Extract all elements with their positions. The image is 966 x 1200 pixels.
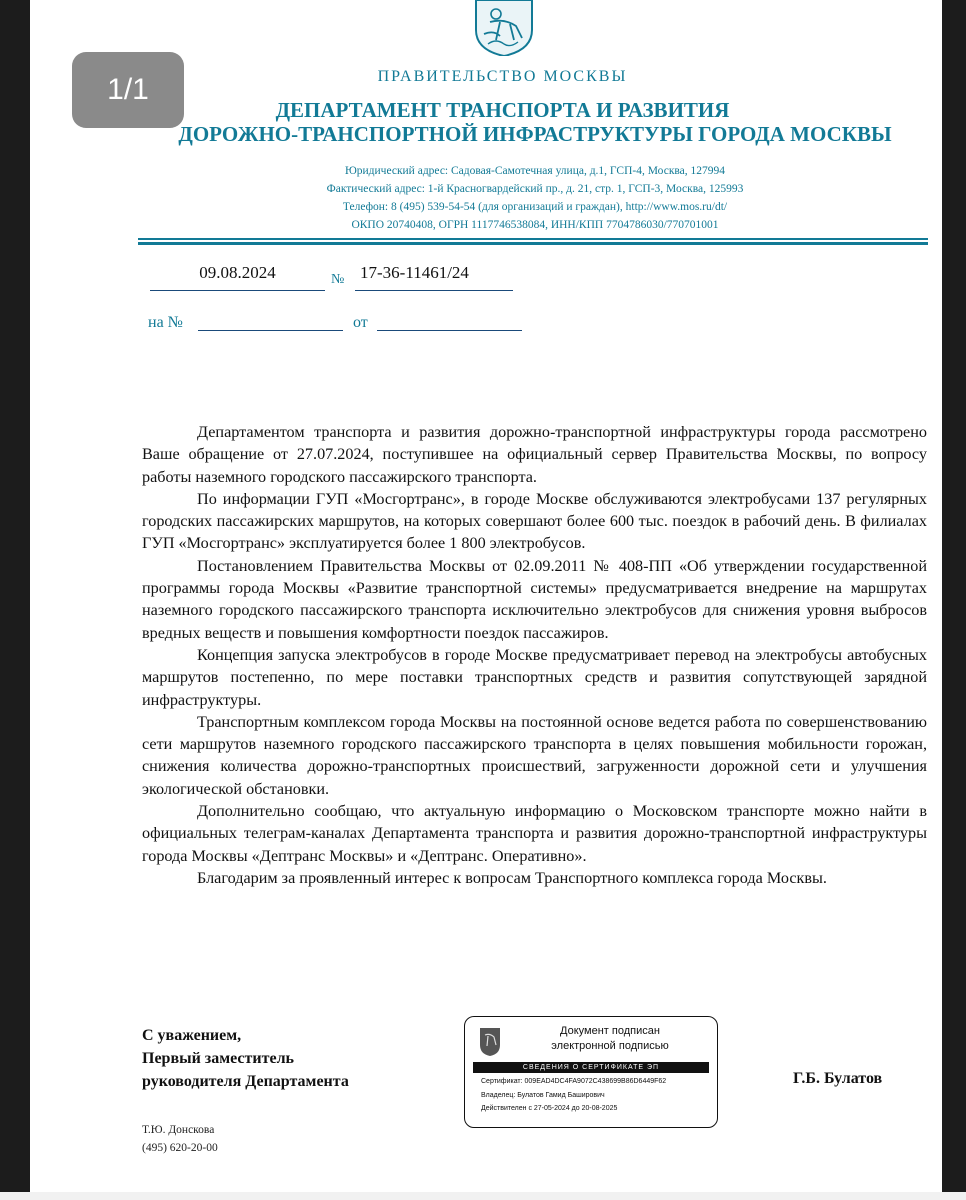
executor-name: Т.Ю. Донскова [142,1124,215,1136]
signer-name: Г.Б. Булатов [793,1070,883,1087]
document-number: 17-36-11461/24 [360,263,469,282]
certificate-owner: Владелец: Булатов Гамид Баширович [481,1092,605,1099]
body-paragraph: По информации ГУП «Мосгортранс», в городе Москве обслуживаются электробусами 137 регулярных городских пассажирских маршрутов, на которых совершают более 600 тыс. поездок в рабочий день. В филиалах ГУП «Мосгортранс» эксплуатируется более 1 800 электробусов. [142,489,927,553]
coat-of-arms-icon [479,1027,501,1057]
closing-salutation: С уважением, [142,1027,242,1044]
certificate-validity: Действителен с 27-05-2024 до 20-08-2025 [481,1105,618,1112]
body-paragraph: Постановлением Правительства Москвы от 02.09.2011 № 408-ПП «Об утверждении государственной программы города Москвы «Развитие транспортной системы» предусматривается внедрение на маршрутах наземного городского пассажирского транспорта исключительно электробусов для снижения уровня выбросов вредных веществ и повышения комфортности поездок пассажиров. [142,556,927,642]
moscow-coat-of-arms-icon [470,0,538,56]
government-title: ПРАВИТЕЛЬСТВО МОСКВЫ [377,68,628,85]
signer-position-line1: Первый заместитель [142,1050,294,1067]
document-date: 09.08.2024 [199,263,276,282]
actual-address: Фактический адрес: 1-й Красногвардейский пр., д. 21, стр. 1, ГСП-3, Москва, 125993 [326,183,744,195]
registration-codes: ОКПО 20740408, ОГРН 1117746538084, ИНН/КПП 7704786030/770701001 [351,219,719,231]
contact-phone: Телефон: 8 (495) 539-54-54 (для организаций и граждан), http://www.mos.ru/dt/ [342,201,728,213]
department-title-line1: ДЕПАРТАМЕНТ ТРАНСПОРТА И РАЗВИТИЯ [275,98,730,122]
viewer-bottom-bar [0,1192,966,1200]
certificate-header: СВЕДЕНИЯ О СЕРТИФИКАТЕ ЭП [473,1062,709,1073]
document-page [30,0,942,1192]
date-underline [150,290,325,291]
letterhead-divider [138,238,928,240]
signature-block [142,1024,349,1093]
letter-body [142,421,927,889]
reply-number-blank [198,330,343,331]
number-underline [355,290,513,291]
body-paragraph: Департаментом транспорта и развития дорожно-транспортной инфраструктуры города рассмотрено Ваше обращение от 27.07.2024, поступившее на официальный сервер Правительства Москвы, по вопросу работы наземного городского пассажирского транспорта. [142,423,927,486]
body-paragraph: Дополнительно сообщаю, что актуальную информацию о Московском транспорте можно найти в официальных телеграм-каналах Департамента транспорта и развития дорожно-транспортной инфраструктуры города Москвы «Дептранс Москвы» и «Дептранс. Оперативно». [142,802,927,865]
reply-date-label: от [353,314,368,331]
reply-number-label: на № [148,314,183,331]
page-indicator: 1/1 [72,52,184,128]
body-paragraph: Благодарим за проявленный интерес к вопросам Транспортного комплекса города Москвы. [197,868,827,887]
executor-phone: (495) 620-20-00 [142,1142,218,1154]
letterhead-divider-thick [138,242,928,245]
legal-address: Юридический адрес: Садовая-Самотечная улица, д.1, ГСП-4, Москва, 127994 [344,165,726,177]
stamp-title-line2: электронной подписью [551,1040,669,1052]
reply-date-blank [377,330,522,331]
body-paragraph: Концепция запуска электробусов в городе Москве предусматривает перевод на электробусы автобусных маршрутов постепенно, по мере поставки транспортных средств и развития сопутствующей зарядной инфраструктуры. [142,645,927,709]
body-paragraph: Транспортным комплексом города Москвы на постоянной основе ведется работа по совершенствованию сети маршрутов наземного городского пассажирского транспорта в целях повышения мобильности горожан, снижения количества дорожно-транспортных происшествий, загруженности дорожной сети и улучшения экологической обстановки. [142,712,927,798]
stamp-title-line1: Документ подписан [560,1025,660,1037]
certificate-id: Сертификат: 009EAD4DC4FA9072C438699B86D6449F62 [481,1078,667,1085]
electronic-signature-stamp [464,1016,718,1128]
number-label: № [331,272,345,287]
signer-position-line2: руководителя Департамента [142,1073,349,1090]
department-title-line2: ДОРОЖНО-ТРАНСПОРТНОЙ ИНФРАСТРУКТУРЫ ГОРОДА МОСКВЫ [178,122,892,146]
